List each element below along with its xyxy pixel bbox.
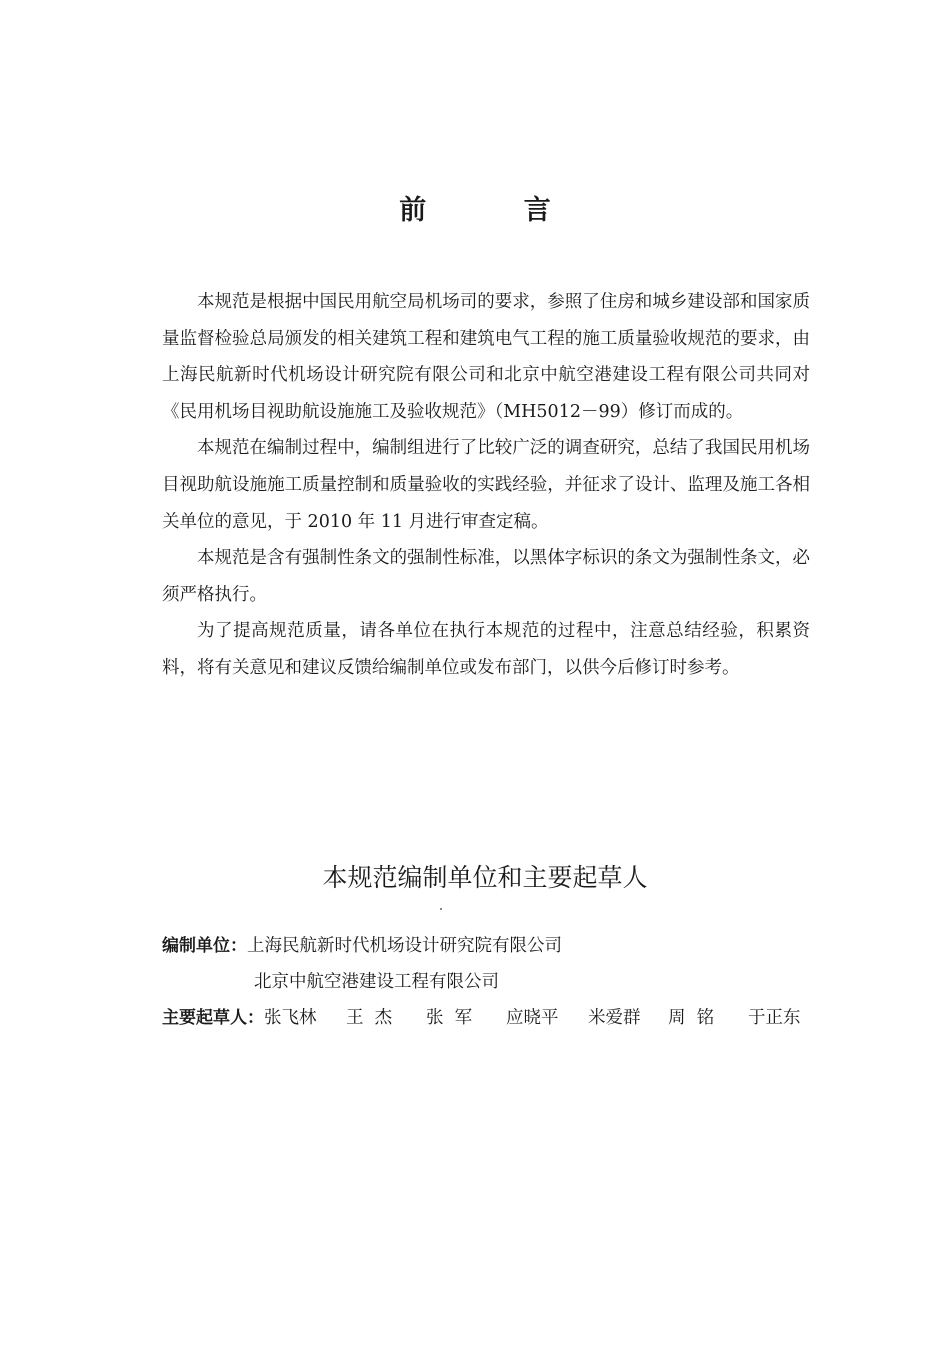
unit-name: 上海民航新时代机场设计研究院有限公司 bbox=[247, 936, 562, 956]
scan-speck bbox=[440, 908, 442, 910]
preface-paragraph: 本规范在编制过程中，编制组进行了比较广泛的调查研究，总结了我国民用机场目视助航设施施工质量控制和质量验收的实践经验，并征求了设计、监理及施工各相关单位的意见，于 2010 年 11 月进行审查定稿。 bbox=[162, 438, 810, 532]
drafting-section-title: 本规范编制单位和主要起草人 bbox=[322, 863, 648, 892]
drafter-name: 张飞林 bbox=[264, 1008, 317, 1028]
preface-paragraph: 本规范是含有强制性条文的强制性标准，以黑体字标识的条文为强制性条文，必须严格执行。 bbox=[162, 548, 810, 605]
drafter-name: 张 军 bbox=[426, 1008, 473, 1028]
drafter-name: 周 铭 bbox=[668, 1008, 715, 1028]
drafting-credits bbox=[162, 928, 822, 1036]
drafters-list bbox=[264, 1000, 801, 1036]
drafter-name: 于正东 bbox=[748, 1008, 801, 1028]
drafter-name: 米爱群 bbox=[588, 1008, 641, 1028]
preface-paragraph: 本规范是根据中国民用航空局机场司的要求，参照了住房和城乡建设部和国家质量监督检验总局颁发的相关建筑工程和建筑电气工程的施工质量验收规范的要求，由上海民航新时代机场设计研究院有限公司和北京中航空港建设工程有限公司共同对《民用机场目视助航设施施工及验收规范》（MH5012－99）修订而成的。 bbox=[162, 292, 810, 422]
units-row bbox=[162, 928, 822, 964]
preface-title: 前 言 bbox=[399, 195, 595, 226]
drafter-name: 应晓平 bbox=[506, 1008, 559, 1028]
drafters-row bbox=[162, 1000, 822, 1036]
units-label: 编制单位： bbox=[162, 936, 247, 956]
preface-paragraph: 为了提高规范质量，请各单位在执行本规范的过程中，注意总结经验，积累资料，将有关意见和建议反馈给编制单位或发布部门，以供今后修订时参考。 bbox=[162, 621, 810, 678]
drafters-label: 主要起草人： bbox=[162, 1008, 264, 1028]
preface-body bbox=[162, 284, 810, 687]
units-row-continued bbox=[162, 964, 822, 1000]
drafter-name: 王 杰 bbox=[346, 1008, 393, 1028]
unit-name: 北京中航空港建设工程有限公司 bbox=[254, 972, 499, 992]
